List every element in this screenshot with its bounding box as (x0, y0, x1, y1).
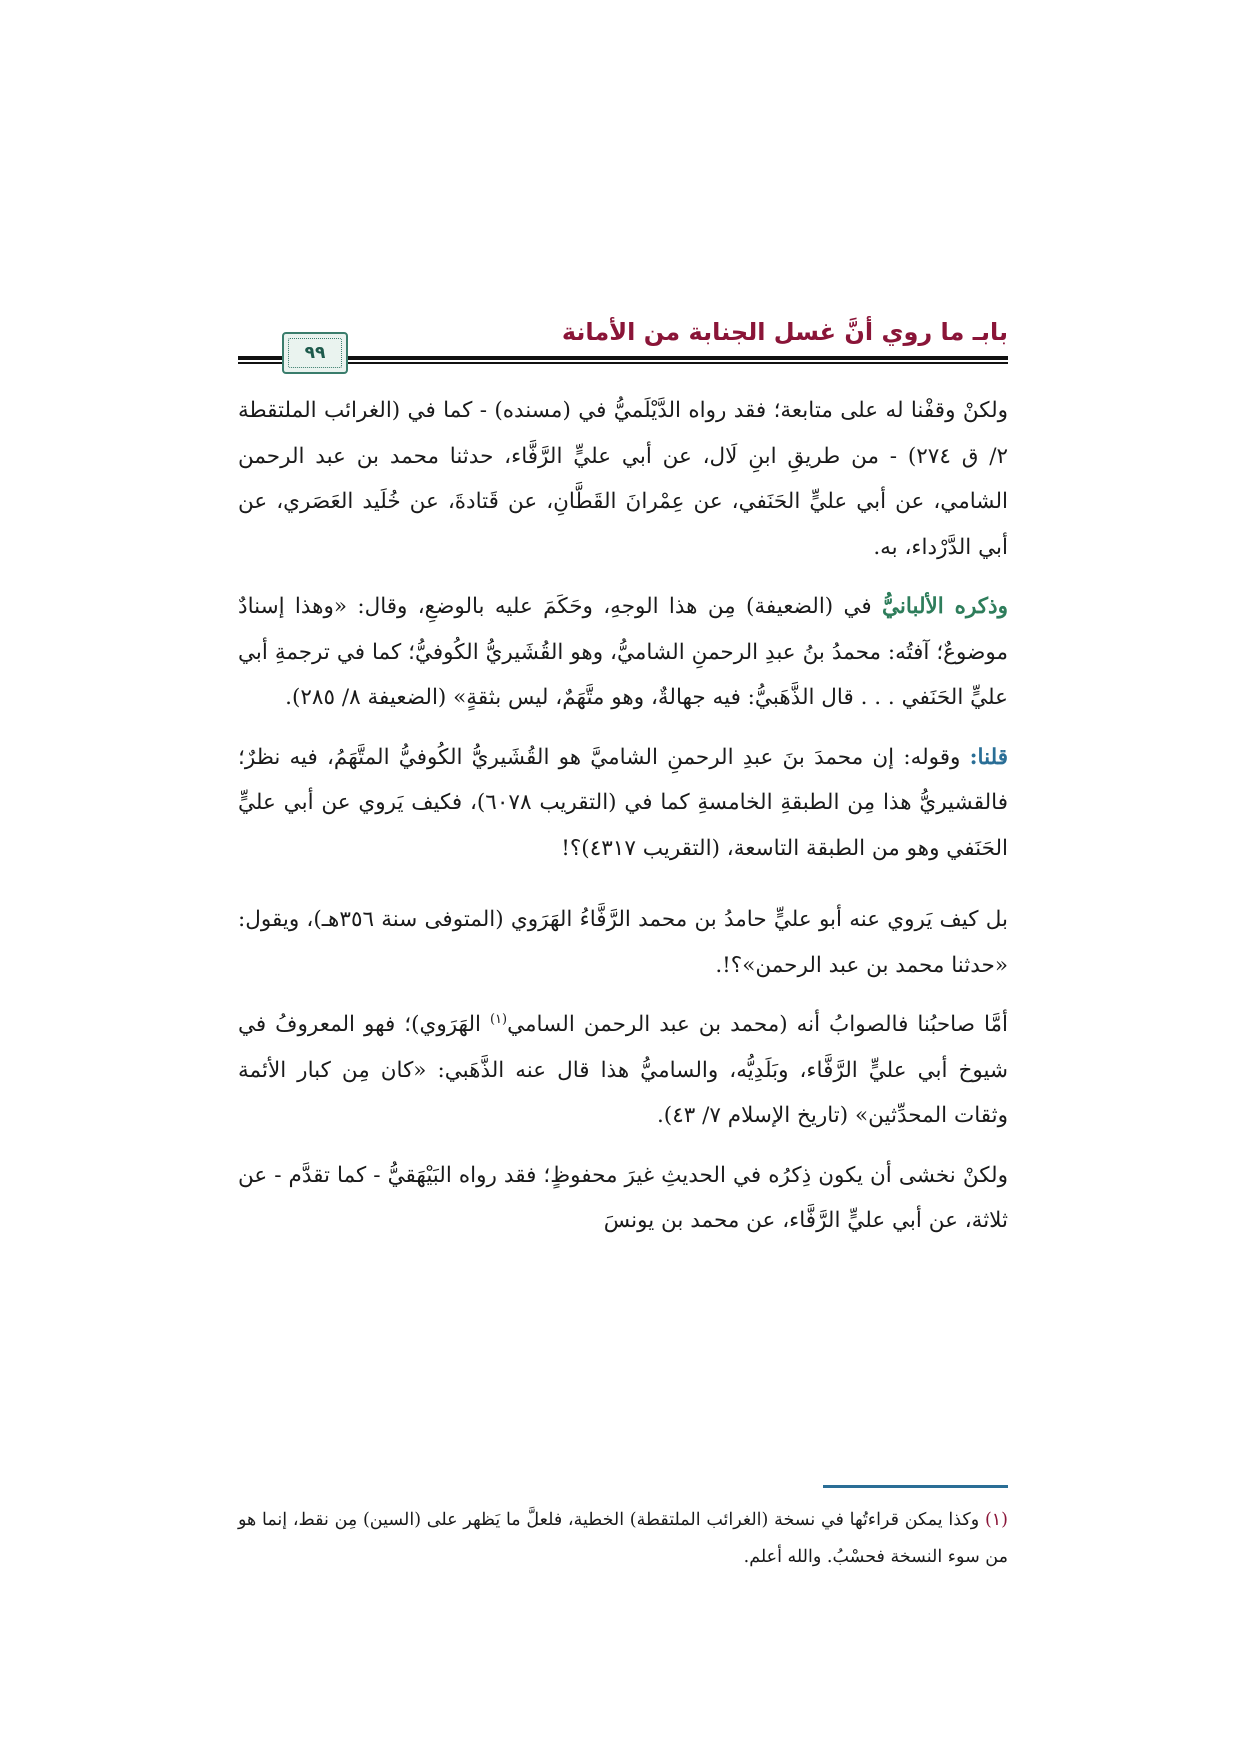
page-number-badge (282, 332, 348, 374)
paragraph (238, 897, 1008, 988)
footnote-marker: (١) (984, 1510, 1008, 1530)
paragraph-text: أمَّا صاحبُنا فالصوابُ أنه (محمد بن عبد الرحمن السامي (507, 1012, 1008, 1037)
paragraph-lead: وذكره الألبانيُّ (882, 594, 1008, 619)
header-rule (348, 356, 1008, 364)
chapter-title: بابـ ما روي أنَّ غسل الجنابة من الأمانة (561, 318, 1008, 346)
footnote-reference[interactable]: (١) (489, 1011, 508, 1027)
page-header (238, 310, 1008, 370)
paragraph (238, 1153, 1008, 1244)
footnote-text: وكذا يمكن قراءتُها في نسخة (الغرائب الملتقطة) الخطية، فلعلَّ ما يَظهر على (السين) مِن نقط، إنما هو من سوء النسخة فحسْبُ. والله أعلم. (238, 1510, 1008, 1567)
paragraph-text: في (الضعيفة) مِن هذا الوجهِ، وحَكَمَ عليه بالوضعِ، وقال: «وهذا إسنادٌ موضوعٌ؛ آفتُه: محمدُ بنُ عبدِ الرحمنِ الشاميُّ، وهو القُشَيريُّ الكُوفيُّ؛ كما في ترجمةِ أبي عليٍّ الحَنَفي . . . قال الذَّهَبيُّ: فيه جهالةٌ، وهو متَّهَمٌ، ليس بثقةٍ» (الضعيفة ٨/ ٢٨٥). (238, 594, 1008, 710)
paragraph (238, 388, 1008, 570)
paragraph-text: وقوله: إن محمدَ بنَ عبدِ الرحمنِ الشاميَّ هو القُشَيريُّ الكُوفيُّ المتَّهَمُ، فيه نظرٌ؛ فالقشيريُّ هذا مِن الطبقةِ الخامسةِ كما في (التقريب ٦٠٧٨)، فكيف يَروي عن أبي عليٍّ الحَنَفي وهو من الطبقة التاسعة، (التقريب ٤٣١٧)؟! (238, 744, 1008, 861)
page-number: ٩٩ (304, 343, 326, 363)
paragraph (238, 735, 1008, 872)
paragraph-text: الهَرَوي)؛ فهو المعروفُ في شيوخ أبي عليٍّ الرَّفَّاء، وبَلَدِيُّه، والساميُّ هذا قال عنه الذَّهَبي: «كان مِن كبار الأئمة وثقات المحدِّثين» (تاريخ الإسلام ٧/ ٤٣). (238, 1012, 1008, 1128)
footnote (238, 1502, 1008, 1576)
main-text (238, 388, 1008, 1258)
paragraph-text: بل كيف يَروي عنه أبو عليٍّ حامدُ بن محمد الرَّفَّاءُ الهَرَوي (المتوفى سنة ٣٥٦هـ)، ويقول: «حدثنا محمد بن عبد الرحمن»؟!. (238, 907, 1009, 978)
paragraph-lead: قلنا: (969, 744, 1008, 770)
paragraph-text: ولكنْ وقفْنا له على متابعة؛ فقد رواه الدَّيْلَميُّ في (مسنده) - كما في (الغرائب الملتقطة ٢/ ق ٢٧٤) - من طريقِ ابنِ لَال، عن أبي عليٍّ الرَّفَّاء، حدثنا محمد بن عبد الرحمن الشامي، عن أبي عليٍّ الحَنَفي، عن عِمْرانَ القَطَّانِ، عن قَتادةَ، عن خُلَيد العَصَري، عن أبي الدَّرْداء، به. (238, 398, 1008, 560)
paragraph-text: ولكنْ نخشى أن يكون ذِكرُه في الحديثِ غيرَ محفوظٍ؛ فقد رواه البَيْهَقيُّ - كما تقدَّم - عن ثلاثة، عن أبي عليٍّ الرَّفَّاء، عن محمد بن يونسَ (238, 1162, 1008, 1233)
paragraph (238, 584, 1008, 721)
header-rule-left (238, 356, 282, 364)
footnote-separator (823, 1485, 1008, 1488)
paragraph (238, 1002, 1008, 1139)
